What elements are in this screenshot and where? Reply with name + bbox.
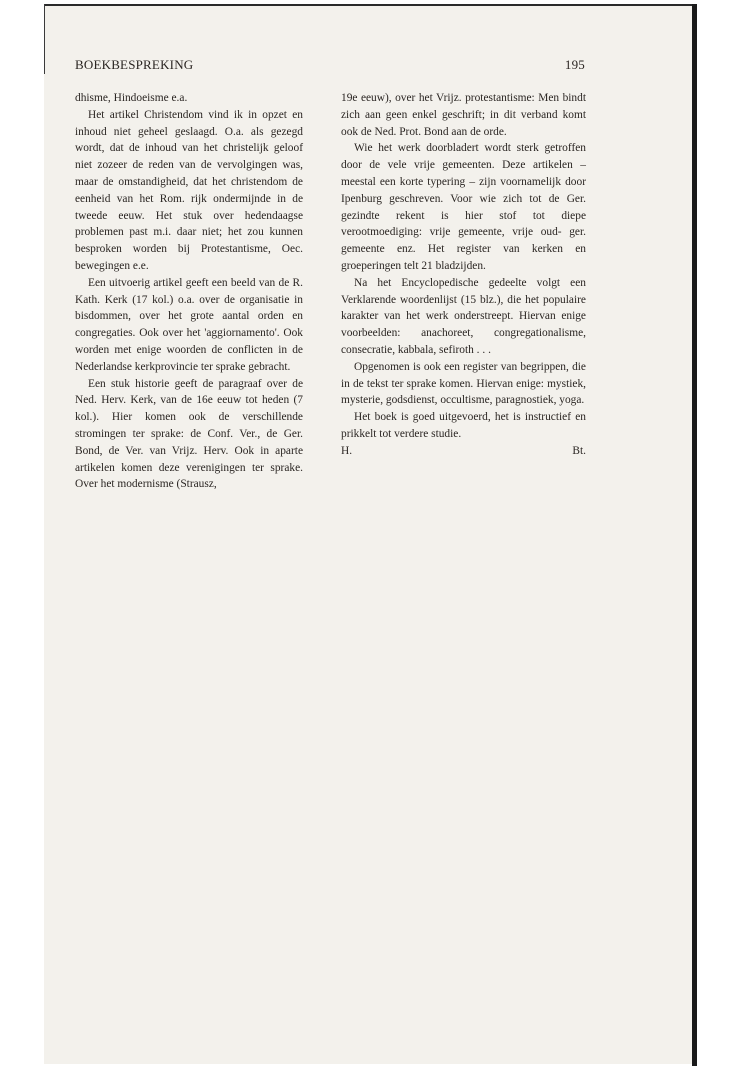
paragraph: Een stuk historie geeft de paragraaf over de Ned. Herv. Kerk, van de 16e eeuw tot heden (7 kol.). Hier komen ook de verschillende stromingen ter sprake: de Conf. Ver., de Ger. Bond, de Ver. van Vrijz. Herv. Ook in aparte artikelen komen deze verenigingen ter sprake. Over het modernisme (Strausz, xyxy=(75,377,303,491)
paragraph: Wie het werk doorbladert wordt sterk getroffen door de vele vrije gemeenten. Deze artikelen – meestal een korte typering – zijn voornamelijk door Ipenburg geschreven. Voor wie zich tot de Ger. gezindte rekent is hier stof tot diepe verootmoediging: vrije gemeente, vrije oud- ger. gemeente enz. Het register van kerken en groeperingen telt 21 bladzijden. xyxy=(341,142,586,272)
paragraph: Na het Encyclopedische gedeelte volgt een Verklarende woordenlijst (15 blz.), die het populaire karakter van het werk onderstreept. Hiervan enige voorbeelden: anachoreet, congregationalisme, consecratie, kabbala, sefiroth . . . xyxy=(341,276,586,356)
paragraph: 19e eeuw), over het Vrijz. protestantisme: Men bindt zich aan geen enkel geschrift; in dit verband komt ook de Ned. Prot. Bond aan de orde. xyxy=(341,92,586,138)
paragraph: Het artikel Christendom vind ik in opzet en inhoud niet geheel geslaagd. O.a. als gezegd wordt, dat de inhoud van het christelijk geloof niet zozeer de reden van de vervolgingen was, maar de omstandigheid, dat het christendom de eenheid van het Rom. rijk ondermijnde in de tweede eeuw. Het stuk over hedendaagse problemen past m.i. daar niet; het zou kunnen besproken worden bij Protestantisme, Oec. bewegingen e.e. xyxy=(75,108,303,272)
running-header xyxy=(75,57,585,75)
paragraph: Een uitvoerig artikel geeft een beeld van de R. Kath. Kerk (17 kol.) o.a. over de organisatie in bisdommen, over het grote aantal orden en congregaties. Ook over het 'aggiornamento'. Ook worden met enige woorden de conflicten in de Nederlandse kerkprovincie ter sprake gebracht. xyxy=(75,276,303,373)
paragraph: Het boek is goed uitgevoerd, het is instructief en prikkelt tot verdere studie. xyxy=(341,411,586,440)
signature-initial-right: Bt. xyxy=(572,444,586,457)
page-number: 195 xyxy=(564,57,585,72)
right-column xyxy=(341,90,586,460)
left-column xyxy=(75,90,303,493)
signature-line xyxy=(341,443,586,460)
page-spine-shadow xyxy=(692,4,697,1066)
page-top-edge xyxy=(44,4,692,6)
running-title: BOEKBESPREKING xyxy=(75,57,194,72)
page-left-edge xyxy=(44,4,45,74)
paragraph: dhisme, Hindoeisme e.a. xyxy=(75,92,188,104)
signature-initial-left: H. xyxy=(341,444,353,457)
paragraph: Opgenomen is ook een register van begrippen, die in de tekst ter sprake komen. Hiervan enige: mystiek, mysterie, godsdienst, occultisme, paragnostiek, yoga. xyxy=(341,360,586,407)
